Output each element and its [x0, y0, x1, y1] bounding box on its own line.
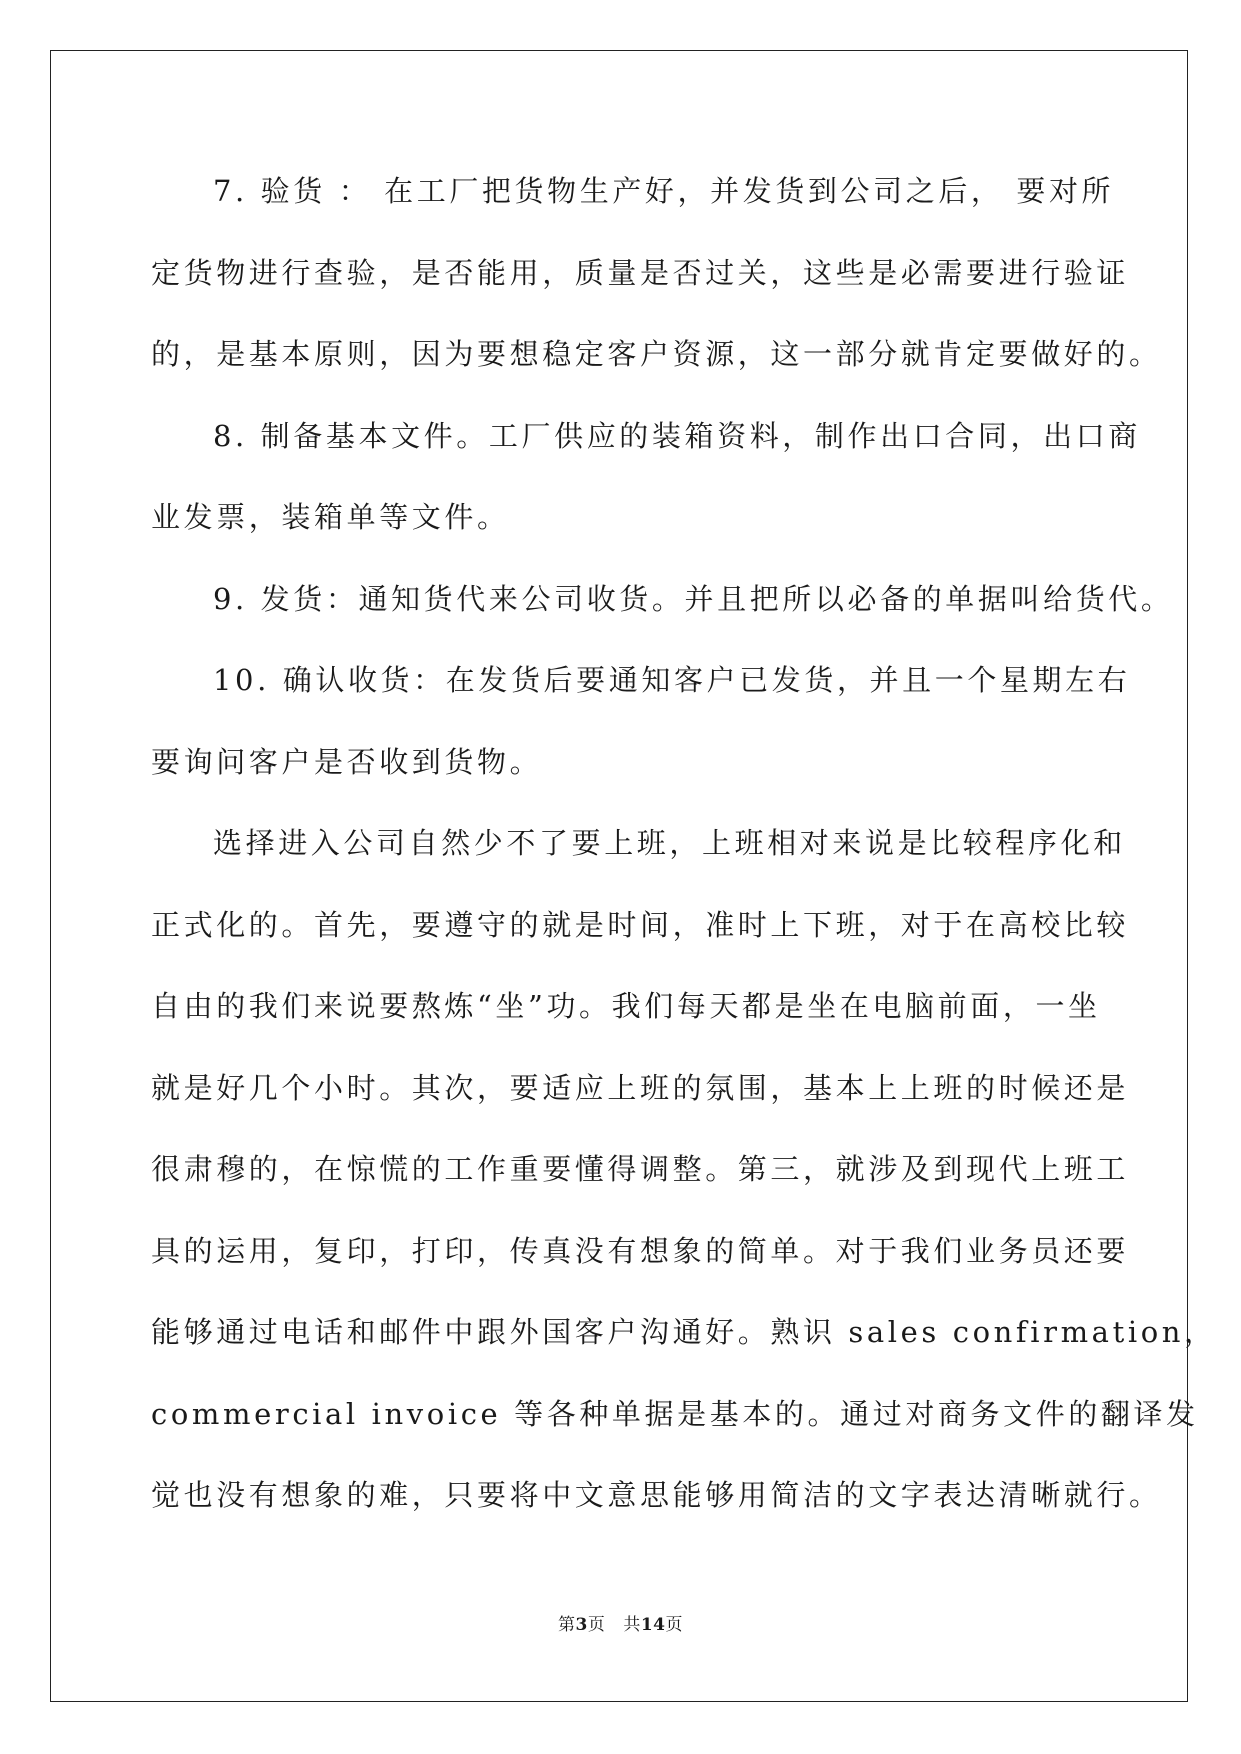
- text-line: 定货物进行查验，是否能用，质量是否过关，这些是必需要进行验证: [151, 255, 1130, 290]
- text-line: 7. 验货 ： 在工厂把货物生产好，并发货到公司之后， 要对所: [213, 174, 1115, 208]
- text-line: 9. 发货：通知货代来公司收货。并且把所以必备的单据叫给货代。: [213, 581, 1174, 616]
- text-line: 业发票，装箱单等文件。: [151, 500, 510, 534]
- total-pages: 14: [640, 1615, 666, 1635]
- page-prefix: 第: [557, 1615, 576, 1635]
- text-line: 10. 确认收货：在发货后要通知客户已发货，并且一个星期左右: [213, 663, 1131, 697]
- total-prefix: 共: [623, 1615, 641, 1635]
- page-footer: [0, 1610, 1241, 1635]
- text-line: 能够通过电话和邮件中跟外国客户沟通好。熟识 sales confirmation，: [151, 1315, 1217, 1349]
- text-line: 觉也没有想象的难，只要将中文意思能够用简洁的文字表达清晰就行。: [151, 1478, 1162, 1512]
- text-line: 要询问客户是否收到货物。: [151, 744, 543, 779]
- text-line: 自由的我们来说要熬炼“坐”功。我们每天都是坐在电脑前面，一坐: [151, 989, 1101, 1023]
- text-line: 很肃穆的，在惊慌的工作重要懂得调整。第三，就涉及到现代上班工: [151, 1152, 1130, 1186]
- text-line: 正式化的。首先，要遵守的就是时间，准时上下班，对于在高校比较: [151, 907, 1130, 942]
- page-suffix: 页: [587, 1615, 606, 1635]
- page-number: 3: [575, 1615, 588, 1635]
- text-line: commercial invoice 等各种单据是基本的。通过对商务文件的翻译发: [151, 1396, 1199, 1431]
- text-line: 具的运用，复印，打印，传真没有想象的简单。对于我们业务员还要: [151, 1233, 1130, 1268]
- text-line: 8. 制备基本文件。工厂供应的装箱资料，制作出口合同，出口商: [213, 418, 1141, 453]
- text-line: 选择进入公司自然少不了要上班，上班相对来说是比较程序化和: [213, 826, 1126, 860]
- text-line: 就是好几个小时。其次，要适应上班的氛围，基本上上班的时候还是: [151, 1070, 1130, 1105]
- total-suffix: 页: [665, 1615, 683, 1635]
- document-body: [151, 165, 1217, 1551]
- total-pages-indicator: [623, 1615, 683, 1635]
- text-line: 的，是基本原则，因为要想稳定客户资源，这一部分就肯定要做好的。: [151, 337, 1162, 371]
- page-indicator: [558, 1615, 605, 1635]
